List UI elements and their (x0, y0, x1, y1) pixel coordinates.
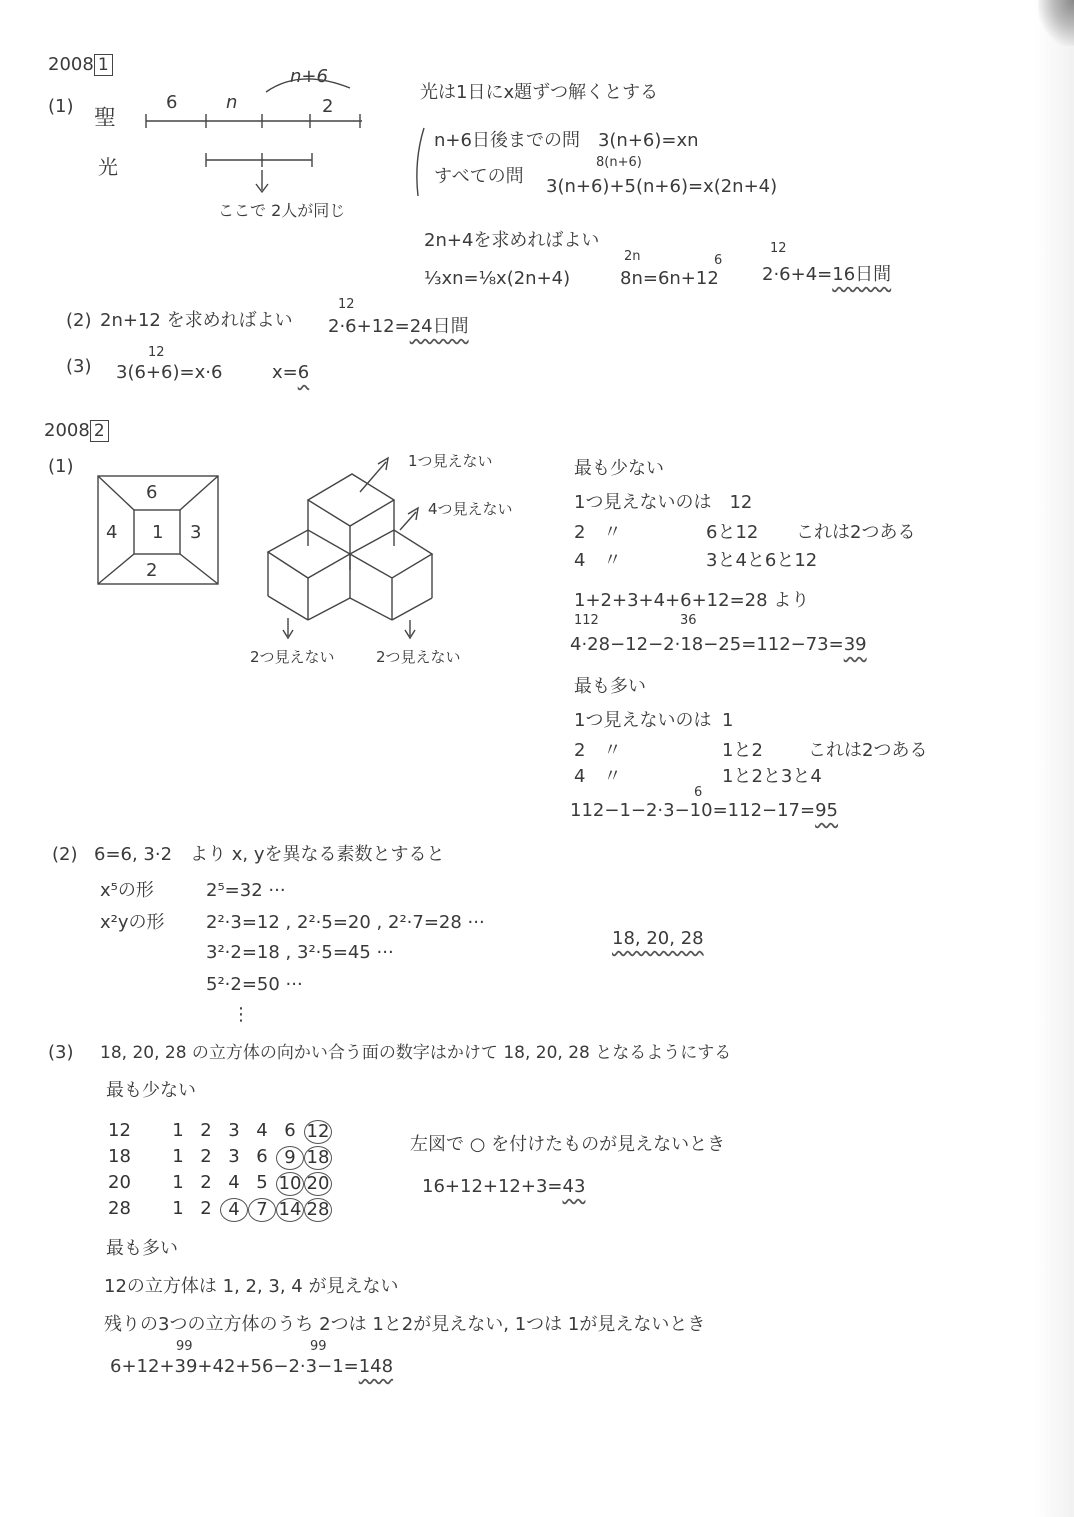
fraction-equation: ⅓xn=⅛x(2n+4) (424, 268, 571, 289)
p2-q1-label: (1) (48, 456, 74, 477)
p2-q3-most-expr: 6+12+39+42+56−2·3−1= (110, 1356, 359, 1377)
p1-q3-sup: 12 (148, 345, 165, 360)
problem2-number: 2 (90, 420, 109, 442)
p1-q1-label: (1) (48, 96, 74, 117)
p1-q2-calc: 2·6+12= (328, 316, 410, 337)
most-row3-a: 4 〃 (574, 766, 622, 787)
most-row2-b: 1と2 (722, 740, 763, 761)
p1-q3-label: (3) (66, 356, 92, 377)
form2-row1: 2²·3=12 , 2²·5=20 , 2²·7=28 ··· (206, 912, 485, 933)
most-sup-99-a: 99 (176, 1339, 193, 1354)
same-point-note: ここで 2人が同じ (218, 201, 346, 220)
calc-sup-36: 36 (680, 613, 697, 628)
page-edge-shadow (1034, 0, 1074, 1517)
label-one-hidden: 1つ見えない (408, 452, 493, 470)
continuation-dots: ⋮ (232, 1004, 250, 1025)
least-row2-a: 2 〃 (574, 522, 622, 543)
least-row1: 1つ見えないのは 12 (574, 492, 753, 513)
face-top: 6 (146, 482, 158, 503)
most-row2-c: これは2つある (808, 740, 928, 761)
form2-row3: 5²·2=50 ··· (206, 974, 303, 995)
label-four-hidden: 4つ見えない (428, 500, 513, 518)
most-sup-99-b: 99 (310, 1339, 327, 1354)
answer-most-95: 95 (815, 800, 838, 821)
most-title: 最も多い (574, 676, 646, 697)
problem1-year: 2008 (48, 54, 94, 75)
face-center: 1 (152, 522, 164, 543)
most-row1-b: 1 (722, 710, 734, 731)
p1-q2-sup: 12 (338, 297, 355, 312)
p2-q3-most-calc (110, 1356, 393, 1378)
least-row3-b: 3と4と6と12 (706, 550, 818, 571)
p1-hikari-label: 光 (98, 155, 118, 179)
label-two-hidden-b: 2つ見えない (376, 648, 461, 666)
p1-q2-text: 2n+12 を求めればよい (100, 310, 293, 331)
form2-label: x²yの形 (100, 912, 165, 933)
sum-line: 1+2+3+4+6+12=28 より (574, 590, 810, 611)
p2-q3-most-line2: 残りの3つの立方体のうち 2つは 1と2が見えない, 1つは 1が見えないとき (104, 1314, 706, 1335)
answer-43: 43 (562, 1176, 586, 1197)
p2-q3-least-expr: 16+12+12+3= (422, 1176, 563, 1197)
need-statement: 2n+4を求めればよい (424, 230, 600, 251)
p1-sei-label: 聖 (94, 106, 117, 131)
eq2-sup2: 6 (714, 253, 723, 268)
circled-note: 左図で ○ を付けたものが見えないとき (410, 1134, 726, 1155)
eq2-sup1: 2n (624, 249, 641, 264)
most-row1-a: 1つ見えないのは (574, 710, 712, 731)
least-row2-b: 6と12 (706, 522, 759, 543)
least-title: 最も少ない (574, 458, 664, 479)
p2-q3-most-title: 最も多い (106, 1238, 178, 1259)
divisor-row-20: 20 1 2 4 5 10 20 (108, 1172, 332, 1196)
most-calc (570, 800, 838, 822)
divisor-row-18: 18 1 2 3 6 9 18 (108, 1146, 332, 1170)
p2-q3-label: (3) (48, 1042, 74, 1063)
problem1-number: 1 (94, 54, 113, 76)
answer-18-20-28: 18, 20, 28 (612, 928, 704, 949)
most-row3-b: 1と2と3と4 (722, 766, 822, 787)
face-bottom: 2 (146, 560, 158, 581)
linear-equation: 8n=6n+12 (620, 268, 719, 289)
most-calc-expr: 112−1−2·3−10=112−17= (570, 800, 816, 821)
eq3-sup: 12 (770, 241, 787, 256)
face-left: 4 (106, 522, 118, 543)
segment-6-label: 6 (166, 92, 178, 113)
segment-2-label: 2 (322, 96, 334, 117)
p1-q3-x: x= (272, 362, 298, 383)
page-corner-shadow (1038, 0, 1074, 46)
problem2-year: 2008 (44, 420, 90, 441)
p2-q3-least-title: 最も少ない (106, 1080, 196, 1101)
answer-24-days: 24日間 (409, 316, 469, 337)
equation-line2-sup: 8(n+6) (596, 155, 642, 170)
p1-q3-equation: 3(6+6)=x·6 (116, 362, 223, 383)
assumption-line: 光は1日にx題ずつ解くとする (420, 82, 659, 103)
least-row3-a: 4 〃 (574, 550, 622, 571)
p2-q2-label: (2) (52, 844, 78, 865)
result-calc: 2·6+4= (762, 264, 833, 285)
least-row2-c: これは2つある (796, 522, 916, 543)
span-n6-label: n+6 (290, 66, 328, 87)
p2-q3-most-line1: 12の立方体は 1, 2, 3, 4 が見えない (104, 1276, 399, 1297)
answer-148: 148 (358, 1356, 394, 1377)
label-two-hidden-a: 2つ見えない (250, 648, 335, 666)
form1-label: x⁵の形 (100, 880, 154, 901)
answer-16-days: 16日間 (832, 264, 892, 285)
least-calc (570, 634, 867, 656)
most-row2-a: 2 〃 (574, 740, 622, 761)
answer-least-39: 39 (843, 634, 867, 655)
segment-n-label: n (226, 92, 238, 113)
equation-line2: 3(n+6)+5(n+6)=x(2n+4) (546, 176, 778, 197)
face-right: 3 (190, 522, 202, 543)
least-calc-expr: 4·28−12−2·18−25=112−73= (570, 634, 844, 655)
result-equation (762, 264, 891, 286)
form1-values: 2⁵=32 ··· (206, 880, 286, 901)
p2-q3-intro: 18, 20, 28 の立方体の向かい合う面の数字はかけて 18, 20, 28 となるようにする (100, 1043, 732, 1063)
p1-q2-label: (2) (66, 310, 92, 331)
form2-row2: 3²·2=18 , 3²·5=45 ··· (206, 942, 394, 963)
most-calc-sup: 6 (694, 785, 703, 800)
p2-q3-least-calc (422, 1176, 585, 1198)
answer-x-6: 6 (297, 362, 310, 383)
divisor-row-28: 28 1 2 4 7 14 28 (108, 1198, 332, 1222)
p2-q2-intro: 6=6, 3·2 より x, yを異なる素数とすると (94, 844, 445, 865)
calc-sup-112: 112 (574, 613, 599, 628)
stacked-cubes-diagram (0, 0, 520, 700)
divisor-row-12: 12 1 2 3 4 6 12 (108, 1120, 332, 1144)
equation-line1: n+6日後までの問 3(n+6)=xn (434, 130, 699, 151)
equation-line2-label: すべての問 (434, 166, 524, 187)
